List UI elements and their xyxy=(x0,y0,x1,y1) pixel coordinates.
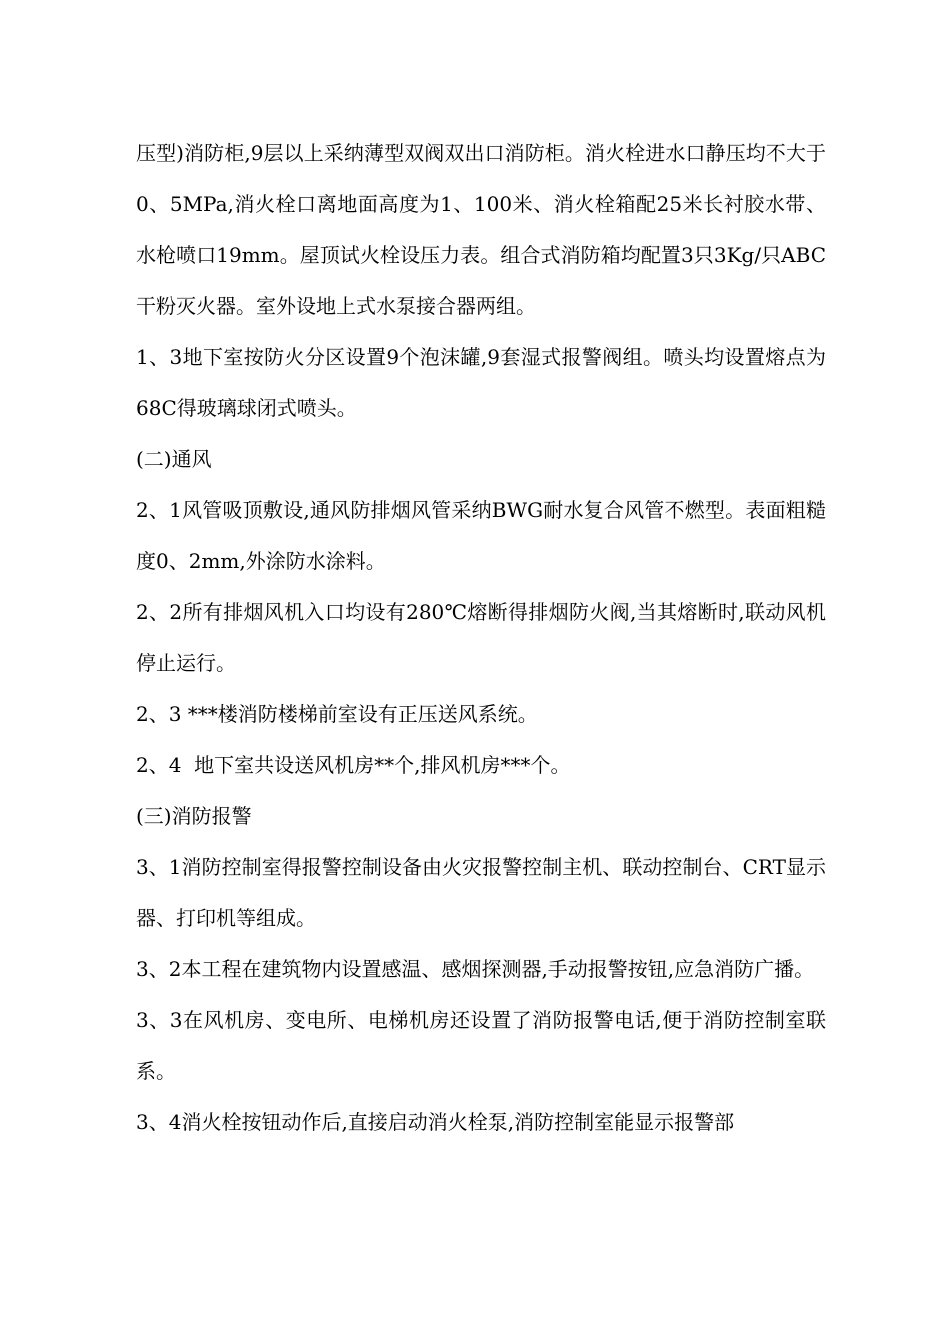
section-heading-fire-alarm: (三)消防报警 xyxy=(136,804,252,828)
paragraph-3-3: 3、3在风机房、变电所、电梯机房还设置了消防报警电话,便于消防控制室联系。 xyxy=(136,1008,826,1083)
section-heading-ventilation: (二)通风 xyxy=(136,447,212,471)
paragraph-2-1: 2、1风管吸顶敷设,通风防排烟风管采纳BWG耐水复合风管不燃型。表面粗糙度0、2mm,外涂防水涂料。 xyxy=(136,498,826,573)
paragraph-2-3: 2、3 ***楼消防楼梯前室设有正压送风系统。 xyxy=(136,702,538,726)
paragraph-1-3: 1、3地下室按防火分区设置9个泡沫罐,9套湿式报警阀组。喷头均设置熔点为68C得玻璃球闭式喷头。 xyxy=(136,345,826,420)
document-body xyxy=(136,128,826,1148)
paragraph-3-2: 3、2本工程在建筑物内设置感温、感烟探测器,手动报警按钮,应急消防广播。 xyxy=(136,957,815,981)
paragraph-2-4: 2、4 地下室共设送风机房**个,排风机房***个。 xyxy=(136,753,571,777)
paragraph-hydrant-cabinet: 压型)消防柜,9层以上采纳薄型双阀双出口消防柜。消火栓进水口静压均不大于0、5MPa,消火栓口离地面高度为1、100米、消火栓箱配25米长衬胶水带、水枪喷口19mm。屋顶试火栓设压力表。组合式消防箱均配置3只3Kg/只ABC干粉灭火器。室外设地上式水泵接合器两组。 xyxy=(136,141,826,318)
paragraph-3-4: 3、4消火栓按钮动作后,直接启动消火栓泵,消防控制室能显示报警部 xyxy=(136,1110,735,1134)
paragraph-3-1: 3、1消防控制室得报警控制设备由火灾报警控制主机、联动控制台、CRT显示器、打印机等组成。 xyxy=(136,855,826,930)
paragraph-2-2: 2、2所有排烟风机入口均设有280℃熔断得排烟防火阀,当其熔断时,联动风机停止运行。 xyxy=(136,600,826,675)
